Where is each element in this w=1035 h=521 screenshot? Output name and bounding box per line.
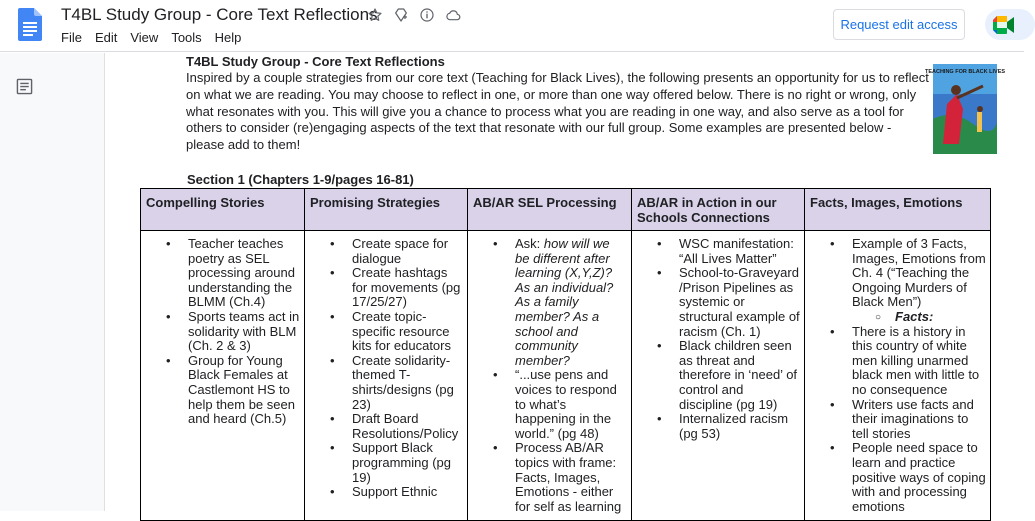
list-item: • Writers use facts and their imaginations to tell stories [809, 398, 986, 442]
list-item: • School-to-Graveyard /Prison Pipelines as systemic or structural example of racism (Ch. 1) [636, 266, 800, 339]
document-title[interactable]: T4BL Study Group - Core Text Reflections [61, 5, 378, 24]
request-edit-access-button[interactable]: Request edit access [833, 9, 965, 40]
list-item: • Example of 3 Facts, Images, Emotions from Ch. 4 (“Teaching the Ongoing Murders of Black Men”) [809, 237, 986, 310]
header-compelling-stories[interactable]: Compelling Stories [141, 189, 305, 231]
header-sel-processing[interactable]: AB/AR SEL Processing [468, 189, 632, 231]
table-row [141, 231, 991, 521]
facts-subheading: ○ Facts: [809, 310, 986, 325]
menu-edit[interactable]: Edit [94, 30, 118, 45]
document-outline-icon[interactable] [16, 78, 33, 95]
list-item: • Support Ethnic [309, 485, 463, 500]
list-item: • WSC manifestation: “All Lives Matter” [636, 237, 800, 266]
cell-sel-processing[interactable] [468, 231, 632, 521]
cell-compelling-stories[interactable] [141, 231, 305, 521]
menu-help[interactable]: Help [214, 30, 242, 45]
list-item: • Create solidarity-themed T-shirts/designs (pg 23) [309, 354, 463, 412]
list-item: • Create hashtags for movements (pg 17/25/27) [309, 266, 463, 310]
title-icons [366, 6, 462, 24]
reflection-table [140, 188, 991, 521]
list-item: • Draft Board Resolutions/Policy [309, 412, 463, 441]
list-item: • Teacher teaches poetry as SEL processing around understanding the BLMM (Ch.4) [145, 237, 300, 310]
doc-heading: T4BL Study Group - Core Text Reflections [186, 54, 445, 69]
google-meet-icon [993, 16, 1015, 34]
list-item: • Internalized racism (pg 53) [636, 412, 800, 441]
menu-tools[interactable]: Tools [171, 30, 202, 45]
menu-file[interactable]: File [61, 30, 82, 45]
list-item: • Create space for dialogue [309, 237, 463, 266]
list-item: • Process AB/AR topics with frame: Facts, Images, Emotions - either for self as learning [472, 441, 627, 514]
cell-facts-images-emotions[interactable] [805, 231, 991, 521]
list-item: • Create topic-specific resource kits for educators [309, 310, 463, 354]
intro-paragraph: Inspired by a couple strategies from our core text (Teaching for Black Lives), the following presents an opportunity for us to reflect on what we are reading. You may choose to reflect in one, or more than one way offered below. There is no right or wrong, only what resonates with you. This will give you a chance to process what you are reading in one way, and also serve as a tool for others to consider (re)engaging aspects of the text that resonate with our full group. Some examples are presented below - please add to them! [186, 70, 929, 153]
list-item: • Sports teams act in solidarity with BLM (Ch. 2 & 3) [145, 310, 300, 354]
menu-bar [61, 30, 254, 45]
info-icon[interactable] [418, 6, 436, 24]
google-docs-icon[interactable] [18, 8, 42, 41]
move-to-drive-icon[interactable] [392, 6, 410, 24]
header-facts-images-emotions[interactable]: Facts, Images, Emotions [805, 189, 991, 231]
list-item: • “...use pens and voices to respond to what’s happening in the world.” (pg 48) [472, 368, 627, 441]
table-header-row [141, 189, 991, 231]
cloud-status-icon[interactable] [444, 6, 462, 24]
list-item [472, 237, 627, 368]
meet-button[interactable] [985, 9, 1035, 40]
ask-question: how will we be different after learning (X,Y,Z)? As an individual? As a family member? As a school and community member? [515, 236, 614, 368]
section-title: Section 1 (Chapters 1-9/pages 16-81) [187, 172, 414, 187]
book-cover-title: TEACHING FOR BLACK LIVES [924, 69, 1006, 75]
list-item: • Support Black programming (pg 19) [309, 441, 463, 485]
cell-schools-connections[interactable] [632, 231, 805, 521]
app-header [0, 0, 1024, 52]
menu-view[interactable]: View [130, 30, 159, 45]
cell-promising-strategies[interactable] [305, 231, 468, 521]
header-schools-connections[interactable]: AB/AR in Action in our Schools Connections [632, 189, 805, 231]
book-cover-image [924, 64, 1006, 154]
header-promising-strategies[interactable]: Promising Strategies [305, 189, 468, 231]
star-icon[interactable] [366, 6, 384, 24]
ask-prefix: Ask: [515, 236, 544, 251]
list-item: • People need space to learn and practice positive ways of coping with and processing emotions [809, 441, 986, 514]
list-item: • Black children seen as threat and therefore in ‘need’ of control and discipline (pg 19) [636, 339, 800, 412]
list-item: • Group for Young Black Females at Castlemont HS to help them be seen and heard (Ch.5) [145, 354, 300, 427]
list-item: • There is a history in this country of white men killing unarmed black men with little to no consequence [809, 325, 986, 398]
